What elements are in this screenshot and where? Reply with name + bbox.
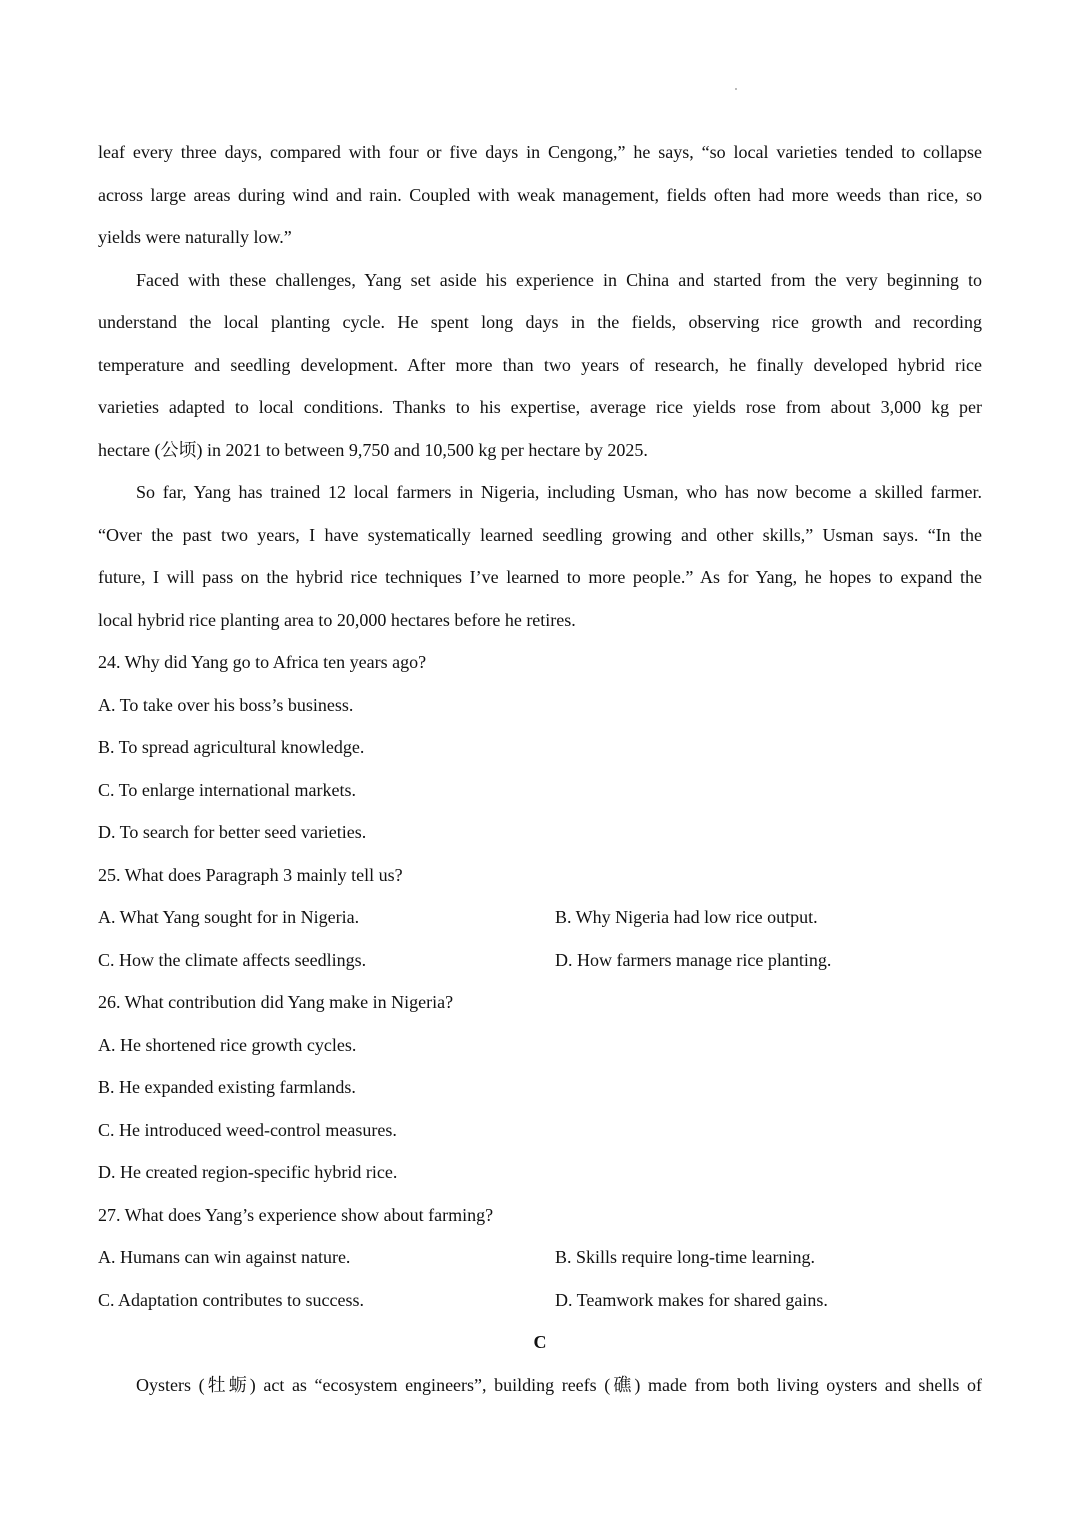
question-24	[98, 641, 982, 854]
option-c: C. How the climate affects seedlings.	[98, 949, 367, 970]
paragraph-line: leaf every three days, compared with four or five days in Cengong,” he says, “so local varieties tended to collapse	[98, 142, 982, 162]
option-b: B. He expanded existing farmlands.	[98, 1077, 356, 1097]
option-c: C. Adaptation contributes to success.	[98, 1289, 364, 1310]
question-stem: 24. Why did Yang go to Africa ten years ago?	[98, 652, 427, 672]
option-b: B. Why Nigeria had low rice output.	[555, 907, 818, 927]
paragraph-line: varieties adapted to local conditions. Thanks to his expertise, average rice yields rose from about 3,000 kg per	[98, 397, 982, 417]
paragraph-line: Faced with these challenges, Yang set aside his experience in China and started from the very beginning to	[136, 269, 982, 290]
option-row	[98, 896, 982, 939]
question-stem: 27. What does Yang’s experience show about farming?	[98, 1204, 494, 1225]
option-row	[98, 939, 982, 982]
question-stem: 25. What does Paragraph 3 mainly tell us?	[98, 864, 403, 885]
option-c: C. He introduced weed-control measures.	[98, 1119, 397, 1140]
option-a: A. He shortened rice growth cycles.	[98, 1034, 357, 1055]
option-a: A. What Yang sought for in Nigeria.	[98, 907, 360, 927]
option-b: B. Skills require long-time learning.	[555, 1247, 815, 1267]
paragraph-line: “Over the past two years, I have systematically learned seedling growing and other skills,” Usman says. “In the	[98, 524, 982, 545]
paragraph-line: yields were naturally low.”	[98, 227, 292, 247]
option-c: C. To enlarge international markets.	[98, 779, 357, 800]
option-a: A. To take over his boss’s business.	[98, 694, 354, 715]
question-27	[98, 1194, 982, 1322]
paragraph-line: So far, Yang has trained 12 local farmers in Nigeria, including Usman, who has now become a skilled farmer.	[136, 482, 982, 502]
section-heading: C	[533, 1332, 547, 1352]
option-d: D. He created region-specific hybrid rice.	[98, 1162, 398, 1182]
question-stem: 26. What contribution did Yang make in Nigeria?	[98, 992, 454, 1012]
option-d: D. To search for better seed varieties.	[98, 822, 367, 842]
passage-b-paragraph-3	[98, 259, 982, 472]
option-b: B. To spread agricultural knowledge.	[98, 737, 365, 757]
exam-page	[98, 131, 982, 1406]
question-25	[98, 854, 982, 982]
paragraph-line: understand the local planting cycle. He spent long days in the fields, observing rice growth and recording	[98, 312, 982, 332]
passage-b-paragraph-4	[98, 471, 982, 641]
option-row	[98, 1236, 982, 1279]
scan-speck	[735, 88, 737, 90]
question-26	[98, 981, 982, 1194]
paragraph-line: temperature and seedling development. After more than two years of research, he finally developed hybrid rice	[98, 354, 982, 375]
option-a: A. Humans can win against nature.	[98, 1247, 351, 1267]
paragraph-line: across large areas during wind and rain. Coupled with weak management, fields often had more weeds than rice, so	[98, 184, 982, 205]
paragraph-line: hectare (公顷) in 2021 to between 9,750 and 10,500 kg per hectare by 2025.	[98, 439, 648, 460]
paragraph-line: local hybrid rice planting area to 20,000 hectares before he retires.	[98, 609, 576, 630]
paragraph-line: future, I will pass on the hybrid rice techniques I’ve learned to more people.” As for Yang, he hopes to expand the	[98, 567, 982, 587]
option-d: D. Teamwork makes for shared gains.	[555, 1289, 828, 1310]
option-d: D. How farmers manage rice planting.	[555, 949, 832, 970]
passage-b-paragraph-2	[98, 131, 982, 259]
passage-c-first-line: Oysters (牡蛎) act as “ecosystem engineers”, building reefs (礁) made from both living oysters and shells of	[136, 1374, 982, 1395]
option-row	[98, 1279, 982, 1322]
